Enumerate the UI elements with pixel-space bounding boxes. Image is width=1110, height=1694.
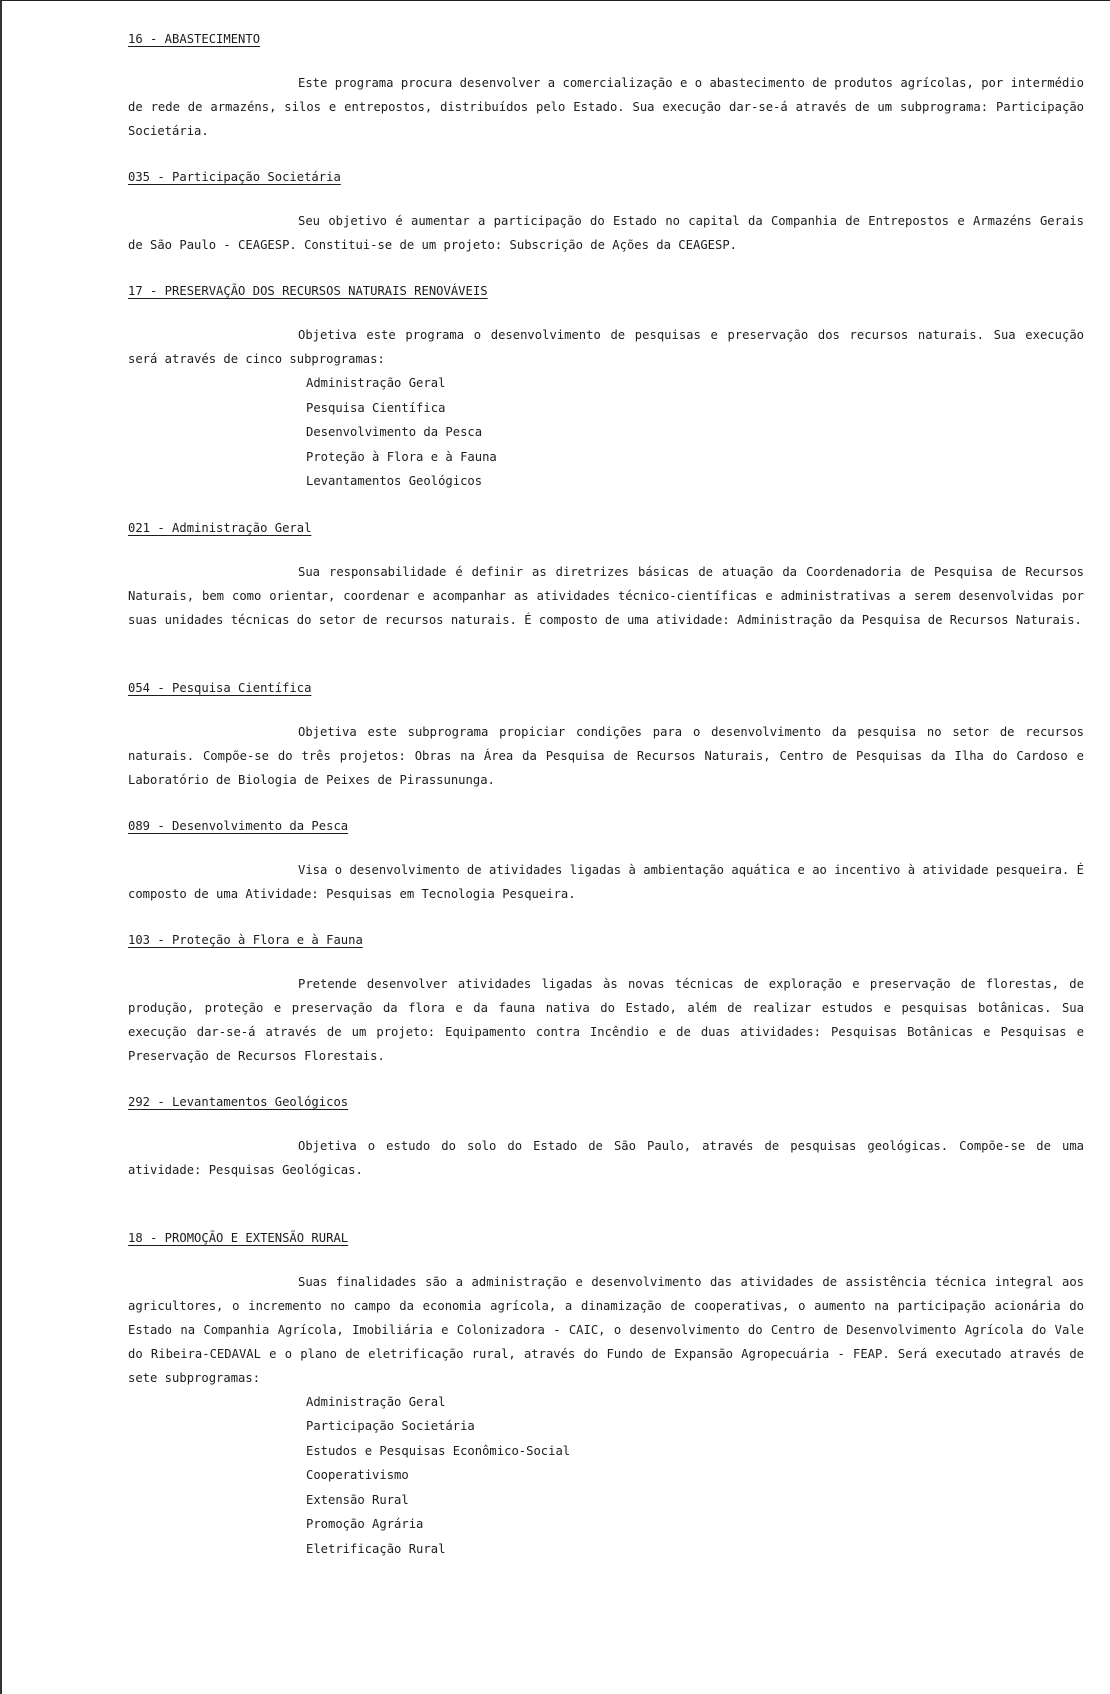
list-item: Promoção Agrária [306, 1517, 424, 1531]
list-item: Administração Geral [306, 1394, 446, 1409]
list-item: Desenvolvimento da Pesca [306, 425, 483, 439]
section-heading: 17 - PRESERVAÇÃO DOS RECURSOS NATURAIS RENOVÁVEIS [128, 284, 488, 298]
section-heading: 16 - ABASTECIMENTO [128, 32, 261, 46]
section-heading: 089 - Desenvolvimento da Pesca [128, 818, 349, 833]
list-item: Participação Societária [306, 1419, 475, 1433]
section-protecao-flora-fauna [128, 928, 1084, 1068]
list-item: Cooperativismo [306, 1468, 409, 1482]
subprogram-list [128, 1390, 1084, 1562]
document-body [128, 27, 1084, 1561]
section-desenvolvimento-pesca [128, 814, 1084, 906]
list-item: Pesquisa Científica [306, 400, 446, 415]
subprogram-list [128, 371, 1084, 494]
section-participacao-societaria [128, 165, 1084, 257]
section-paragraph: Este programa procura desenvolver a comercialização e o abastecimento de produtos agrícolas, por intermédio de rede de armazéns, silos e entrepostos, distribuídos pelo Estado. Sua execução dar-se-á através de um subprograma: Participação Societária. [128, 76, 1084, 138]
list-item: Extensão Rural [306, 1492, 409, 1507]
section-paragraph: Suas finalidades são a administração e desenvolvimento das atividades de assistência técnica integral aos agricultores, o incremento no campo da economia agrícola, a dinamização de cooperativas, o aumento na participação acionária do Estado na Companhia Agrícola, Imobiliária e Colonizadora - CAIC, o desenvolvimento do Centro de Desenvolvimento Agrícola do Vale do Ribeira-CEDAVAL e o plano de eletrificação rural, através do Fundo de Expansão Agropecuária - FEAP. Será executado através de sete subprogramas: [128, 1274, 1084, 1385]
list-item: Administração Geral [306, 376, 446, 390]
section-heading: 021 - Administração Geral [128, 520, 312, 535]
section-paragraph: Seu objetivo é aumentar a participação do Estado no capital da Companhia de Entrepostos e Armazéns Gerais de São Paulo - CEAGESP. Constitui-se de um projeto: Subscrição de Ações da CEAGESP. [128, 214, 1084, 252]
section-heading: 035 - Participação Societária [128, 170, 341, 184]
section-paragraph: Objetiva este subprograma propiciar condições para o desenvolvimento da pesquisa no setor de recursos naturais. Compõe-se do três projetos: Obras na Área da Pesquisa de Recursos Naturais, Centro de Pesquisas da Ilha do Cardoso e Laboratório de Biologia de Peixes de Pirassununga. [128, 724, 1084, 787]
list-item: Proteção à Flora e à Fauna [306, 449, 497, 464]
section-paragraph: Pretende desenvolver atividades ligadas às novas técnicas de exploração e preservação de florestas, de produção, proteção e preservação da flora e da fauna nativa do Estado, além de realizar estudos e pesquisas botânicas. Sua execução dar-se-á através de um projeto: Equipamento contra Incêndio e de duas atividades: Pesquisas Botânicas e Pesquisas e Preservação de Recursos Florestais. [128, 976, 1084, 1063]
list-item: Eletrificação Rural [306, 1541, 446, 1556]
section-paragraph: Sua responsabilidade é definir as diretrizes básicas de atuação da Coordenadoria de Pesquisa de Recursos Naturais, bem como orientar, coordenar e acompanhar as atividades técnico-científicas e administrativas a serem desenvolvidas por suas unidades técnicas do setor de recursos naturais. É composto de uma atividade: Administração da Pesquisa de Recursos Naturais. [128, 564, 1084, 627]
section-preservacao-recursos [128, 279, 1084, 494]
section-paragraph: Objetiva o estudo do solo do Estado de São Paulo, através de pesquisas geológicas. Compõe-se de uma atividade: Pesquisas Geológicas. [128, 1138, 1084, 1177]
section-heading: 054 - Pesquisa Científica [128, 680, 312, 695]
section-administracao-geral [128, 516, 1084, 632]
section-abastecimento [128, 27, 1084, 143]
section-paragraph: Visa o desenvolvimento de atividades ligadas à ambientação aquática e ao incentivo à atividade pesqueira. É composto de uma Atividade: Pesquisas em Tecnologia Pesqueira. [128, 862, 1084, 901]
section-heading: 18 - PROMOÇÃO E EXTENSÃO RURAL [128, 1230, 349, 1245]
section-heading: 103 - Proteção à Flora e à Fauna [128, 932, 363, 947]
section-heading: 292 - Levantamentos Geológicos [128, 1094, 349, 1109]
section-paragraph: Objetiva este programa o desenvolvimento de pesquisas e preservação dos recursos naturais. Sua execução será através de cinco subprogramas: [128, 328, 1084, 366]
section-pesquisa-cientifica [128, 676, 1084, 792]
section-promocao-extensao-rural [128, 1226, 1084, 1562]
list-item: Levantamentos Geológicos [306, 474, 483, 488]
section-levantamentos-geologicos [128, 1090, 1084, 1182]
list-item: Estudos e Pesquisas Econômico-Social [306, 1443, 571, 1458]
